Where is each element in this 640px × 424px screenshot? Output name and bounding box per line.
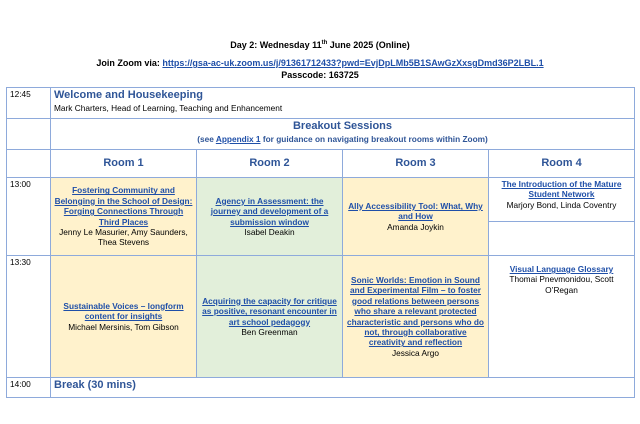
session-cell [197,256,343,378]
session-cell [51,256,197,378]
time-cell: 12:45 [7,88,51,119]
session-speakers: Thomai Pnevmonidou, Scott O’Regan [509,274,614,295]
session-link[interactable]: Ally Accessibility Tool: What, Why and How [348,200,483,222]
session-speakers: Isabel Deakin [244,226,295,237]
session-cell [489,178,635,222]
room-header: Room 3 [343,150,489,178]
welcome-row [7,88,635,119]
breakout-cell [51,119,635,150]
slot-row-1300 [7,178,635,222]
time-cell: 13:00 [7,178,51,256]
session-speakers: Marjory Bond, Linda Coventry [506,199,617,210]
zoom-label: Join Zoom via: [96,58,163,68]
session-speakers: Jessica Argo [391,347,440,358]
slot-row-1330 [7,256,635,378]
room-header: Room 1 [51,150,197,178]
room-header: Room 4 [489,150,635,178]
room-header: Room 2 [197,150,343,178]
break-title: Break (30 mins) [54,379,136,391]
breakout-note: (see Appendix 1 for guidance on navigating breakout rooms within Zoom) [197,133,488,144]
session-cell [197,178,343,256]
breakout-row [7,119,635,150]
time-cell: 14:00 [7,378,51,398]
breakout-title: Breakout Sessions [292,120,393,132]
session-link[interactable]: Sustainable Voices – longform content for insights [63,300,184,322]
session-speakers: Michael Mersinis, Tom Gibson [68,321,179,332]
rooms-header-row [7,150,635,178]
session-speakers: Amanda Joykin [387,221,444,232]
session-cell [343,178,489,256]
session-link[interactable]: Sonic Worlds: Emotion in Sound and Experimental Film – to foster good relations between persons who share a relevant protected characteristic and persons who do not, through collaborative creativity and reflection [347,275,484,348]
session-cell [489,256,635,378]
session-speakers: Ben Greenman [241,326,298,337]
session-speakers: Jenny Le Masurier, Amy Saunders, Thea Stevens [59,226,188,248]
zoom-line [0,58,640,68]
break-row [7,378,635,398]
schedule-table [6,87,635,398]
session-link[interactable]: Acquiring the capacity for critique as positive, resonant encounter in art school pedagogy [202,295,337,327]
session-link[interactable]: Fostering Community and Belonging in the School of Design: Forging Connections Through Third Places [54,185,193,227]
session-link[interactable]: The Introduction of the Mature Student Network [501,179,622,200]
time-cell: 13:30 [7,256,51,378]
passcode: Passcode: 163725 [281,70,359,80]
break-cell [51,378,635,398]
session-cell [51,178,197,256]
session-cell [343,256,489,378]
welcome-title: Welcome and Housekeeping [54,89,203,101]
empty-cell [489,222,635,256]
welcome-speaker: Mark Charters, Head of Learning, Teaching and Enhancement [54,102,283,113]
empty-time-cell [7,150,51,178]
appendix-link[interactable]: Appendix 1 [215,133,261,144]
empty-time-cell [7,119,51,150]
day-title: Day 2: Wednesday 11th June 2025 (Online) [230,40,410,50]
session-link[interactable]: Agency in Assessment: the journey and development of a submission window [210,195,329,227]
welcome-cell [51,88,635,119]
session-link[interactable]: Visual Language Glossary [509,264,614,274]
zoom-link[interactable]: https://gsa-ac-uk.zoom.us/j/91361712433?pwd=EvjDpLMb5B1SAwGzXxsgDmd36P2LBL.1 [162,58,544,68]
